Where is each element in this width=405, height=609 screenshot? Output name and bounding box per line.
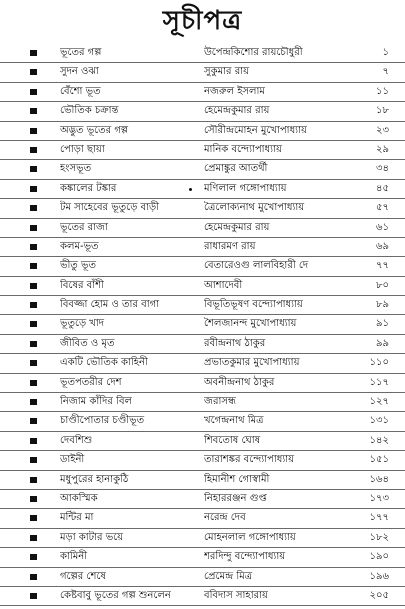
story-title: ভূতের গল্প [60, 47, 102, 58]
bullet-icon [30, 438, 37, 444]
bullet-icon [30, 593, 37, 599]
bullet-icon [30, 380, 37, 386]
story-title: একটি ভৌতিক কাহিনী [60, 357, 148, 369]
story-title: ভীতু ভূত [60, 260, 96, 272]
toc-entry [0, 529, 405, 548]
story-title: ভূতুড়ে খাদ [60, 318, 105, 330]
bullet-icon [30, 457, 37, 463]
story-title: মড়া কাটার ভয়ে [60, 531, 124, 543]
author-name: শৈলজানন্দ মুখোপাধ্যায় [204, 318, 297, 330]
story-title: কলম-ভূত [60, 240, 99, 252]
story-title: বেঁশো ভূত [60, 85, 101, 97]
page-number: ১ [382, 47, 389, 58]
page-number: ১৩১ [369, 415, 389, 427]
toc-entry [0, 180, 405, 199]
bullet-icon [30, 225, 37, 231]
page-number: ৪৫ [376, 182, 389, 194]
story-title: চাণ্ডীপোতার চণ্ডীভূত [60, 415, 145, 427]
bullet-icon [30, 496, 37, 502]
author-name: তারাশঙ্কর বন্দ্যোপাধ্যায় [204, 454, 295, 466]
author-name: বিভূতিভূষণ বন্দ্যোপাধ্যায় [204, 299, 303, 311]
bullet-icon [30, 186, 37, 192]
toc-entry [0, 102, 405, 121]
story-title: টম সাহেবের ভূতুড়ে বাড়ী [60, 202, 159, 214]
page-number: ৬৯ [376, 240, 389, 252]
author-name: ববিদাস সাহারায় [204, 589, 268, 601]
toc-entry [0, 471, 405, 490]
page-number: ৭ [382, 66, 389, 78]
bullet-icon [30, 69, 37, 75]
page-number: ১৭৭ [369, 512, 389, 524]
bullet-icon [30, 263, 37, 269]
bullet-icon [30, 554, 37, 560]
story-title: জীবিত ও মৃত [60, 337, 115, 349]
page-number: ২৯ [376, 143, 389, 155]
toc-entry [0, 568, 405, 587]
author-name: শরদিন্দু বন্দ্যোপাধ্যায় [204, 551, 286, 563]
story-title: পোড়া ছায়া [60, 143, 105, 155]
bullet-icon [30, 244, 37, 250]
bullet-icon [30, 283, 37, 289]
author-name: নজরুল ইসলাম [204, 85, 265, 97]
toc-entry [0, 257, 405, 276]
story-title: কেষ্টবাবু ভূতের গল্প শুনলেন [60, 589, 171, 601]
toc-entry [0, 374, 405, 393]
author-name: প্রেমেন্দ্র মিত্র [204, 570, 253, 582]
author-name: হেমেন্দ্রকুমার রায় [204, 105, 270, 117]
toc-entry [0, 160, 405, 179]
story-title: হংসভূত [60, 163, 92, 175]
story-title: সুদন ওঝা [60, 66, 99, 78]
bullet-icon [30, 418, 37, 424]
bullet-icon [30, 128, 37, 134]
bullet-icon [30, 147, 37, 153]
bullet-icon [30, 108, 37, 114]
page-number: ১৮২ [369, 531, 389, 543]
page-number: ১৮ [376, 105, 389, 117]
page-title: সূচীপত্র [162, 6, 243, 36]
page-number: ১৯৬ [369, 570, 389, 582]
toc-entry [0, 219, 405, 238]
author-name: হেমেন্দ্রকুমার রায় [204, 221, 270, 233]
page-number: ১২৭ [369, 396, 389, 408]
toc-entry [0, 490, 405, 509]
story-title: মধুপুরের হানাকুঠি [60, 473, 129, 485]
story-title: ভূতপতরীর দেশ [60, 376, 122, 388]
toc-entry [0, 44, 405, 63]
toc-entry [0, 238, 405, 257]
author-name: সুকুমার রায় [204, 66, 250, 78]
author-name: খগেন্দ্রনাথ মিত্র [204, 415, 264, 427]
bullet-icon [30, 574, 37, 580]
author-name: হিমানীশ গোস্বামী [204, 473, 270, 485]
page-number: ১৫১ [369, 454, 389, 466]
page-number: ৬১ [376, 221, 389, 233]
page-number: ১৯০ [369, 551, 389, 563]
toc-entry [0, 296, 405, 315]
toc-entry [0, 141, 405, 160]
story-title: বিবজ্জা হোম ও তার বাগা [60, 299, 160, 311]
author-name: জরাসন্ধ [204, 396, 236, 408]
author-name: অবনীন্দ্রনাথ ঠাকুর [204, 376, 275, 388]
page-number: ১১৭ [369, 376, 389, 388]
author-name: মোহনলাল গঙ্গোপাধ্যায় [204, 531, 296, 543]
page-number: ২০৫ [369, 589, 389, 601]
story-title: আকস্মিক [60, 492, 98, 504]
author-name: মণিলাল গঙ্গোপাধ্যায় [204, 182, 287, 194]
story-title: বিষের বাঁশী [60, 279, 104, 291]
toc-entry [0, 393, 405, 412]
page-number: ১১০ [369, 357, 389, 369]
story-title: অদ্ভুত ভূতের গল্প [60, 124, 129, 136]
story-title: মন্টির মা [60, 512, 94, 524]
story-title: কামিনী [60, 551, 88, 563]
bullet-icon [30, 89, 37, 95]
author-name: আশাদেবী [204, 279, 243, 291]
toc-entry [0, 63, 405, 82]
toc-entry [0, 199, 405, 218]
author-name: রাধারমণ রায় [204, 240, 256, 252]
bullet-icon [30, 302, 37, 308]
bullet-icon [30, 50, 37, 56]
story-title: ভূতের রাজা [60, 221, 108, 233]
story-title: ভৌতিক চক্রান্ত [60, 105, 119, 117]
toc-entry [0, 354, 405, 373]
bullet-icon [30, 166, 37, 172]
story-title: গল্পের শেষে [60, 570, 106, 582]
story-title: নিজাম কাঁদির বিল [60, 396, 132, 408]
page-number: ১১ [376, 85, 389, 97]
toc-entry [0, 335, 405, 354]
dot-mark [189, 188, 192, 191]
bullet-icon [30, 515, 37, 521]
author-name: মানিক বন্দ্যোপাধ্যায় [204, 143, 282, 155]
bullet-icon [30, 341, 37, 347]
page-number: ১৭৩ [369, 492, 389, 504]
story-title: ডাইনী [60, 454, 85, 466]
page-number: ৫৭ [376, 202, 389, 214]
story-title: কঙ্কালের টঙ্কার [60, 182, 117, 194]
bullet-icon [30, 535, 37, 541]
page-number: ৯১ [376, 318, 389, 330]
page-number: ৮০ [376, 279, 389, 291]
toc-entry [0, 432, 405, 451]
toc-entry [0, 122, 405, 141]
author-name: বেতারেওগু লালবিহারী দে [204, 260, 309, 272]
page-number: ২৩ [375, 124, 389, 136]
bullet-icon [30, 205, 37, 211]
toc-list [0, 44, 405, 606]
bullet-icon [30, 321, 37, 327]
page-number: ৯৯ [376, 337, 389, 349]
bullet-icon [30, 360, 37, 366]
toc-entry [0, 277, 405, 296]
author-name: শিবতোষ ঘোষ [204, 434, 261, 446]
author-name: রবীন্দ্রনাথ ঠাকুর [204, 337, 266, 349]
story-title: দেবশিশু [60, 434, 93, 446]
toc-entry [0, 315, 405, 334]
author-name: উপেন্দ্রকিশোর রায়চৌধুরী [204, 47, 303, 58]
author-name: নরেন্দ্র দেব [204, 512, 246, 524]
toc-entry [0, 509, 405, 528]
toc-entry [0, 587, 405, 606]
toc-entry [0, 412, 405, 431]
toc-entry [0, 451, 405, 470]
page-number: ৩৪ [376, 163, 389, 175]
page-number: ৭৭ [375, 260, 389, 272]
toc-entry [0, 83, 405, 102]
page-number: ১৪২ [369, 434, 389, 446]
author-name: নিহাররঞ্জন গুপ্ত [204, 492, 267, 504]
bullet-icon [30, 399, 37, 405]
author-name: প্রেমাঙ্কুর আতর্থী [204, 163, 268, 175]
page-number: ৮৯ [376, 299, 389, 311]
author-name: প্রভাতকুমার মুখোপাধ্যায় [204, 357, 300, 369]
page-number: ১৬৪ [369, 473, 389, 485]
author-name: সৌরীন্দ্রমোহন মুখোপাধ্যায় [204, 124, 307, 136]
toc-entry [0, 548, 405, 567]
author-name: ত্রৈলোক্যনাথ মুখোপাধ্যায় [204, 202, 305, 214]
bullet-icon [30, 477, 37, 483]
